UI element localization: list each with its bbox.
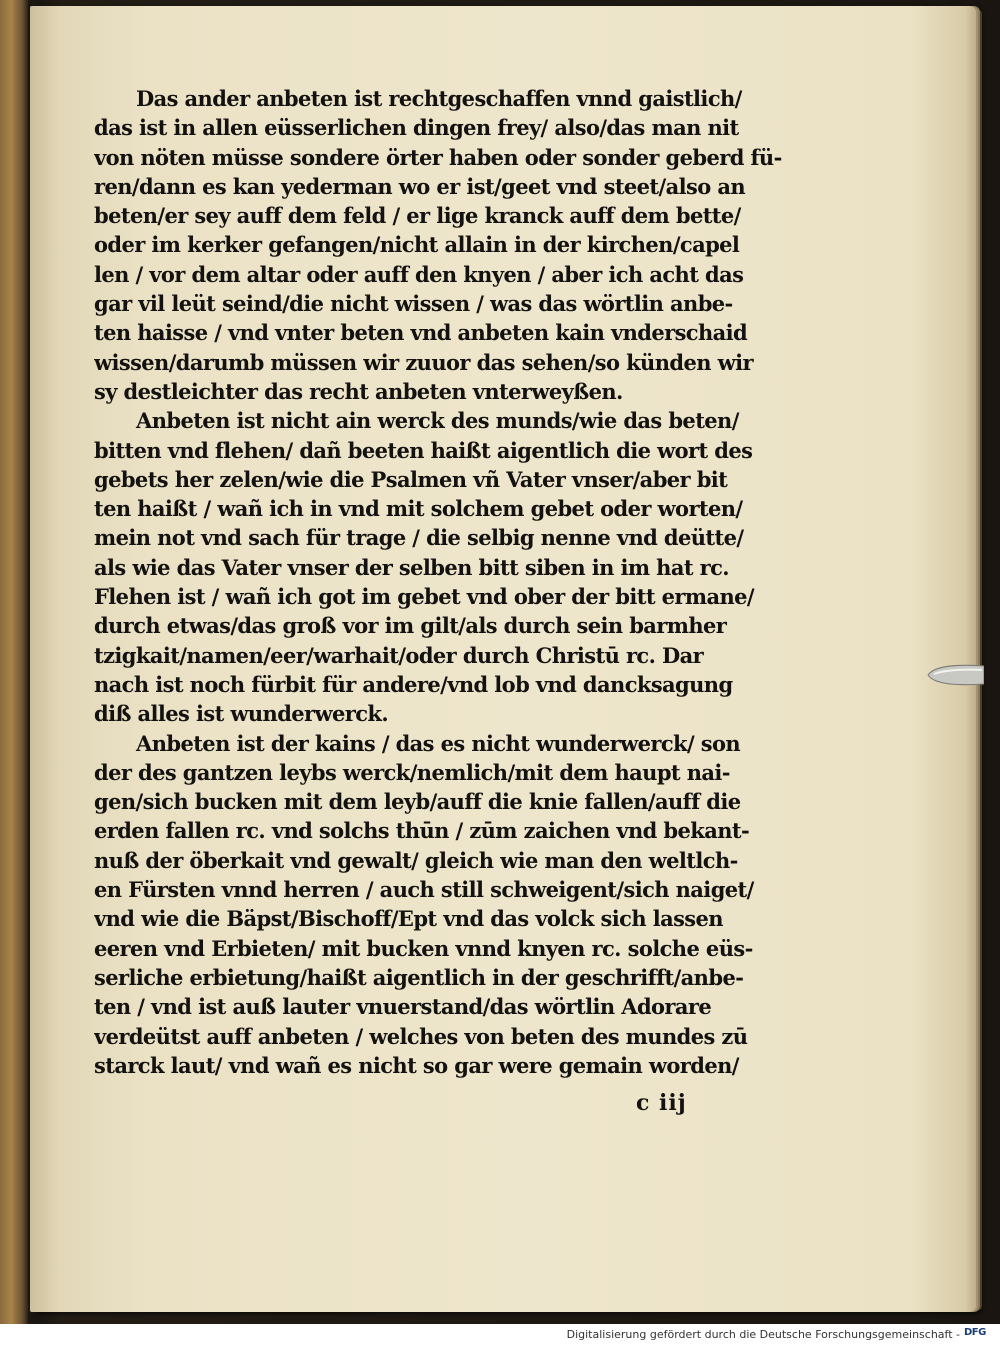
text-line: Das ander anbeten ist rechtgeschaffen vnnd gaistlich/: [136, 86, 742, 111]
text-line: von nöten müsse sondere örter haben oder sonder geberd fü-: [94, 144, 782, 170]
dfg-logo-icon: DFG: [964, 1327, 986, 1338]
footer-credit: Digitalisierung gefördert durch die Deutsche Forschungsgemeinschaft -: [566, 1328, 960, 1341]
text-line: len / vor dem altar oder auff den knyen / aber ich acht das: [94, 261, 744, 287]
text-line: vnd wie die Bäpst/Bischoff/Ept vnd das volck sich lassen: [94, 906, 723, 932]
text-line: nach ist noch fürbit für andere/vnd lob vnd dancksagung: [94, 671, 733, 697]
text-line: ren/dann es kan yederman wo er ist/geet vnd steet/also an: [94, 173, 746, 199]
text-line: gebets her zelen/wie die Psalmen vñ Vater vnser/aber bit: [94, 466, 728, 492]
text-line: Anbeten ist der kains / das es nicht wunderwerck/ son: [136, 730, 741, 756]
text-line: gar vil leüt seind/die nicht wissen / was das wörtlin anbe-: [94, 291, 733, 317]
text-line: oder im kerker gefangen/nicht allain in der kirchen/capel: [94, 232, 740, 258]
text-line: starck laut/ vnd wañ es nicht so gar were gemain worden/: [94, 1052, 739, 1078]
text-line: bitten vnd flehen/ dañ beeten haißt aigentlich die wort des: [94, 437, 753, 463]
text-line: eeren vnd Erbieten/ mit bucken vnnd knyen rc. solche eüs-: [94, 935, 753, 961]
text-line: serliche erbietung/haißt aigentlich in der geschrifft/anbe-: [94, 964, 744, 990]
text-line: der des gantzen leybs werck/nemlich/mit dem haupt nai-: [94, 759, 730, 785]
text-line: en Fürsten vnnd herren / auch still schweigent/sich naiget/: [94, 877, 754, 903]
text-line: nuß der öberkait vnd gewalt/ gleich wie man den weltlch-: [94, 847, 738, 873]
text-line: gen/sich bucken mit dem leyb/auff die knie fallen/auff die: [94, 789, 741, 815]
text-line: ten haißt / wañ ich in vnd mit solchem gebet oder worten/: [94, 496, 743, 522]
text-line: das ist in allen eüsserlichen dingen frey/ also/das man nit: [94, 115, 739, 141]
text-line: sy destleichter das recht anbeten vnterweyßen.: [94, 378, 623, 404]
text-line: Flehen ist / wañ ich got im gebet vnd ober der bitt ermane/: [94, 584, 754, 610]
text-line: als wie das Vater vnser der selben bitt siben in im hat rc.: [94, 554, 730, 580]
text-line: erden fallen rc. vnd solchs thūn / zūm zaichen vnd bekant-: [94, 818, 750, 844]
page-text: [94, 84, 784, 1080]
text-line: verdeütst auff anbeten / welches von beten des mundes zū: [94, 1023, 748, 1049]
text-line: mein not vnd sach für trage / die selbig nenne vnd deütte/: [94, 525, 744, 551]
text-line: tzigkait/namen/eer/warhait/oder durch Christū rc. Dar: [94, 642, 704, 668]
page-pointer-icon: [924, 662, 984, 688]
footer-bar: [0, 1324, 1000, 1346]
text-line: diß alles ist wunderwerck.: [94, 701, 389, 727]
text-line: ten haisse / vnd vnter beten vnd anbeten kain vnderschaid: [94, 320, 748, 346]
text-line: durch etwas/das groß vor im gilt/als durch sein barmher: [94, 613, 727, 639]
binding-strip: [0, 0, 28, 1324]
text-line: wissen/darumb müssen wir zuuor das sehen/so künden wir: [94, 349, 753, 375]
text-line: beten/er sey auff dem feld / er lige kranck auff dem bette/: [94, 203, 741, 229]
text-line: ten / vnd ist auß lauter vnuerstand/das wörtlin Adorare: [94, 994, 712, 1020]
signature-mark: c iij: [636, 1090, 687, 1116]
text-line: Anbeten ist nicht ain werck des munds/wie das beten/: [136, 408, 739, 434]
